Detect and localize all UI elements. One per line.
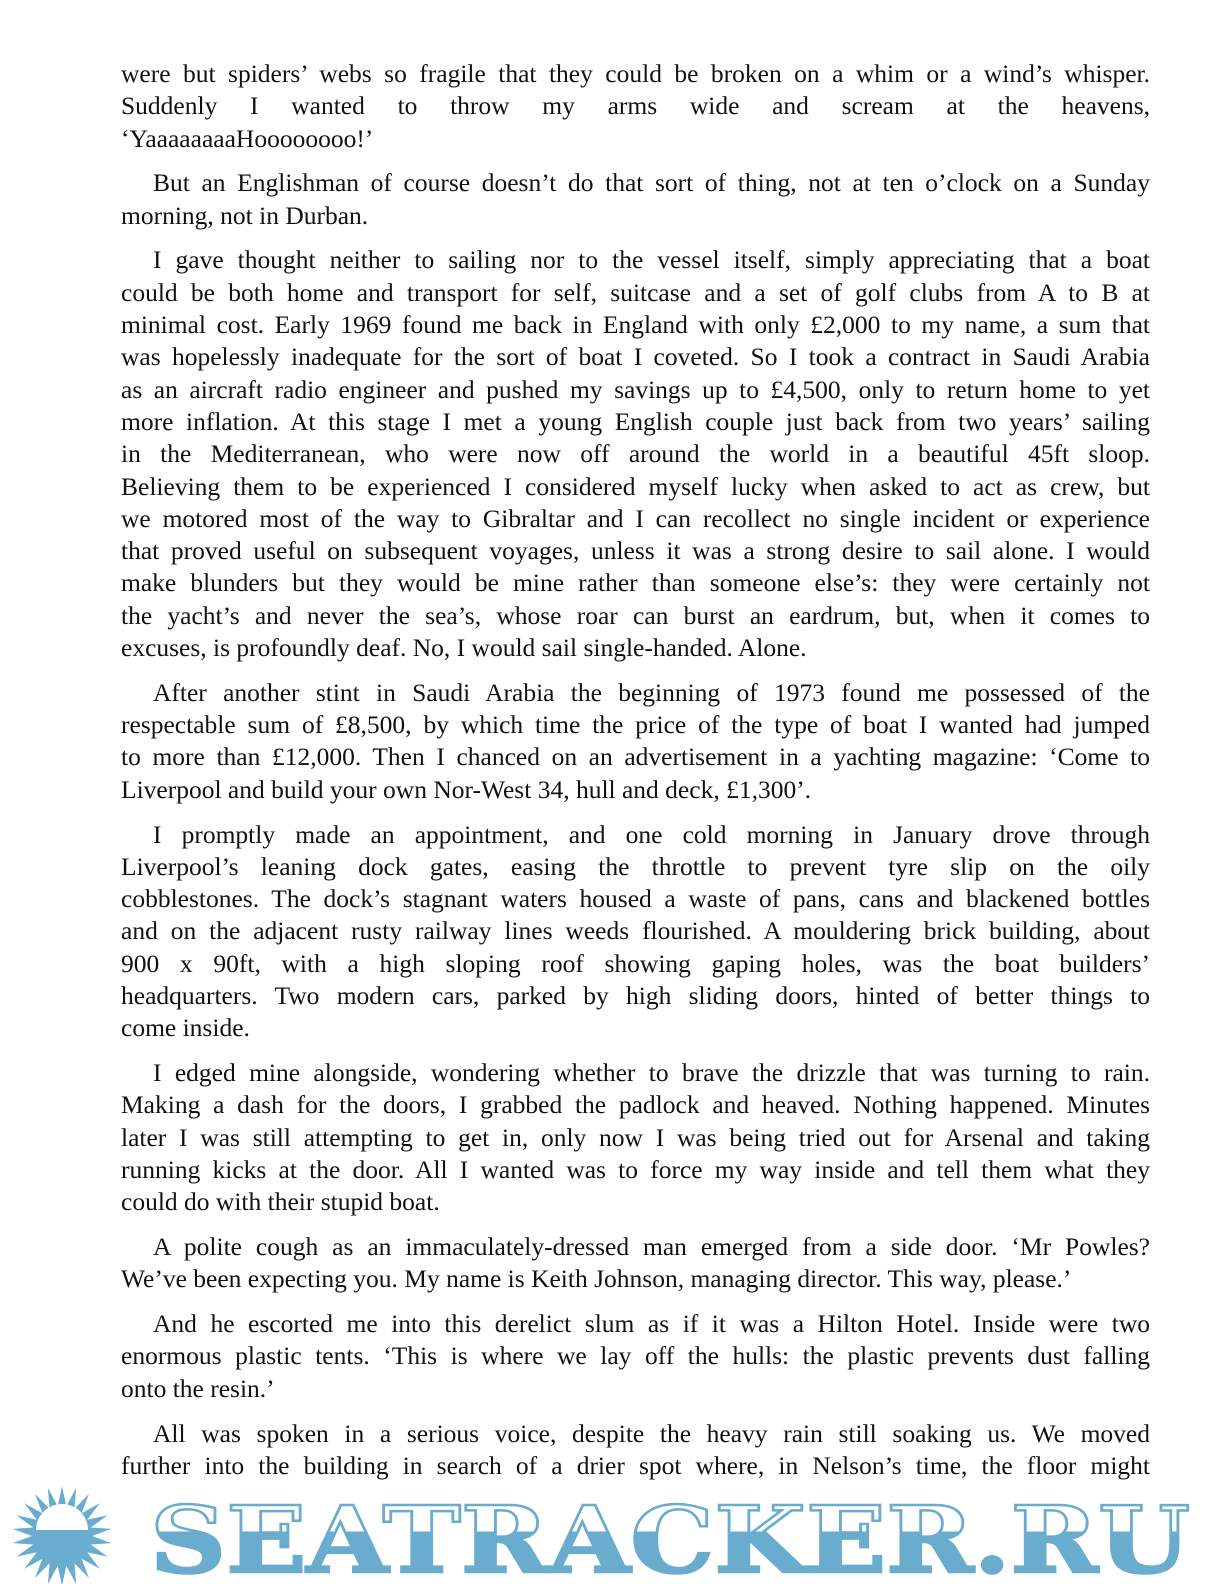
text-line: cobblestones. The dock’s stagnant waters housed a waste of pans, cans and blackened bottles bbox=[121, 884, 1150, 914]
text-line: we motored most of the way to Gibraltar and I can recollect no single incident or experience bbox=[121, 503, 1150, 533]
text-line: make blunders but they would be mine rather than someone else’s: they were certainly not bbox=[121, 568, 1150, 598]
text-line: minimal cost. Early 1969 found me back in England with only £2,000 to my name, a sum that bbox=[121, 310, 1150, 340]
text-line: and on the adjacent rusty railway lines weeds flourished. A mouldering brick building, about bbox=[121, 916, 1150, 946]
paragraph bbox=[121, 1418, 1150, 1483]
paragraph bbox=[121, 58, 1150, 155]
text-line: ‘YaaaaaaaaHoooooooo!’ bbox=[121, 123, 374, 153]
text-line: come inside. bbox=[121, 1013, 250, 1043]
text-line: as an aircraft radio engineer and pushed my savings up to £4,500, only to return home to yet bbox=[121, 374, 1150, 404]
text-line: I promptly made an appointment, and one cold morning in January drove through bbox=[153, 819, 1150, 849]
paragraph bbox=[121, 1057, 1150, 1218]
text-line: A polite cough as an immaculately-dressed man emerged from a side door. ‘Mr Powles? bbox=[153, 1232, 1150, 1262]
text-line: running kicks at the door. All I wanted was to force my way inside and tell them what they bbox=[121, 1155, 1150, 1184]
paragraph bbox=[121, 1308, 1150, 1405]
paragraph bbox=[121, 1231, 1150, 1296]
text-line: Making a dash for the doors, I grabbed the padlock and heaved. Nothing happened. Minutes bbox=[121, 1090, 1150, 1120]
paragraph bbox=[121, 677, 1150, 806]
text-line: enormous plastic tents. ‘This is where we lay off the hulls: the plastic prevents dust falling bbox=[121, 1341, 1150, 1371]
text-line: was hopelessly inadequate for the sort of boat I coveted. So I took a contract in Saudi Arabia bbox=[121, 342, 1150, 372]
text-line: And he escorted me into this derelict slum as if it was a Hilton Hotel. Inside were two bbox=[153, 1309, 1150, 1339]
text-line: After another stint in Saudi Arabia the beginning of 1973 found me possessed of the bbox=[153, 677, 1150, 707]
text-line: Suddenly I wanted to throw my arms wide and scream at the heavens, bbox=[121, 91, 1150, 121]
text-line: onto the resin.’ bbox=[121, 1373, 275, 1403]
text-line: 900 x 90ft, with a high sloping roof showing gaping holes, was the boat builders’ bbox=[121, 948, 1150, 978]
text-line: that proved useful on subsequent voyages, unless it was a strong desire to sail alone. I would bbox=[121, 536, 1150, 566]
text-line: were but spiders’ webs so fragile that they could be broken on a whim or a wind’s whisper. bbox=[121, 59, 1150, 88]
paragraph bbox=[121, 244, 1150, 664]
text-line: excuses, is profoundly deaf. No, I would sail single-handed. Alone. bbox=[121, 633, 807, 663]
watermark-text: SEATRACKER.RU bbox=[150, 1486, 1190, 1584]
paragraph bbox=[121, 819, 1150, 1045]
text-line: All was spoken in a serious voice, despite the heavy rain still soaking us. We moved bbox=[153, 1418, 1150, 1448]
seatracker-watermark bbox=[0, 1484, 1224, 1584]
text-line: more inflation. At this stage I met a young English couple just back from two years’ sailing bbox=[121, 406, 1150, 436]
text-line: in the Mediterranean, who were now off around the world in a beautiful 45ft sloop. bbox=[121, 439, 1150, 469]
text-line: could be both home and transport for self, suitcase and a set of golf clubs from A to B at bbox=[121, 277, 1150, 307]
text-line: further into the building in search of a drier spot where, in Nelson’s time, the floor might bbox=[121, 1450, 1150, 1480]
text-line: Liverpool and build your own Nor-West 34, hull and deck, £1,300’. bbox=[121, 774, 812, 804]
text-line: respectable sum of £8,500, by which time the price of the type of boat I wanted had jumped bbox=[121, 710, 1150, 740]
text-line: headquarters. Two modern cars, parked by high sliding doors, hinted of better things to bbox=[121, 981, 1150, 1011]
text-line: I edged mine alongside, wondering whether to brave the drizzle that was turning to rain. bbox=[153, 1058, 1150, 1088]
text-line: could do with their stupid boat. bbox=[121, 1187, 440, 1217]
text-line: morning, not in Durban. bbox=[121, 200, 369, 230]
document-page bbox=[121, 58, 1150, 1495]
text-line: I gave thought neither to sailing nor to the vessel itself, simply appreciating that a boat bbox=[153, 245, 1150, 275]
sun-logo-icon bbox=[13, 1486, 112, 1584]
text-line: Believing them to be experienced I considered myself lucky when asked to act as crew, but bbox=[121, 471, 1150, 501]
text-line: to more than £12,000. Then I chanced on an advertisement in a yachting magazine: ‘Come to bbox=[121, 742, 1150, 772]
text-line: But an Englishman of course doesn’t do that sort of thing, not at ten o’clock on a Sunday bbox=[153, 168, 1150, 198]
paragraph bbox=[121, 167, 1150, 232]
text-line: later I was still attempting to get in, only now I was being tried out for Arsenal and taking bbox=[121, 1122, 1150, 1152]
text-line: the yacht’s and never the sea’s, whose roar can burst an eardrum, but, when it comes to bbox=[121, 600, 1150, 630]
text-line: Liverpool’s leaning dock gates, easing the throttle to prevent tyre slip on the oily bbox=[121, 851, 1150, 881]
text-line: We’ve been expecting you. My name is Keith Johnson, managing director. This way, please.’ bbox=[121, 1264, 1072, 1294]
